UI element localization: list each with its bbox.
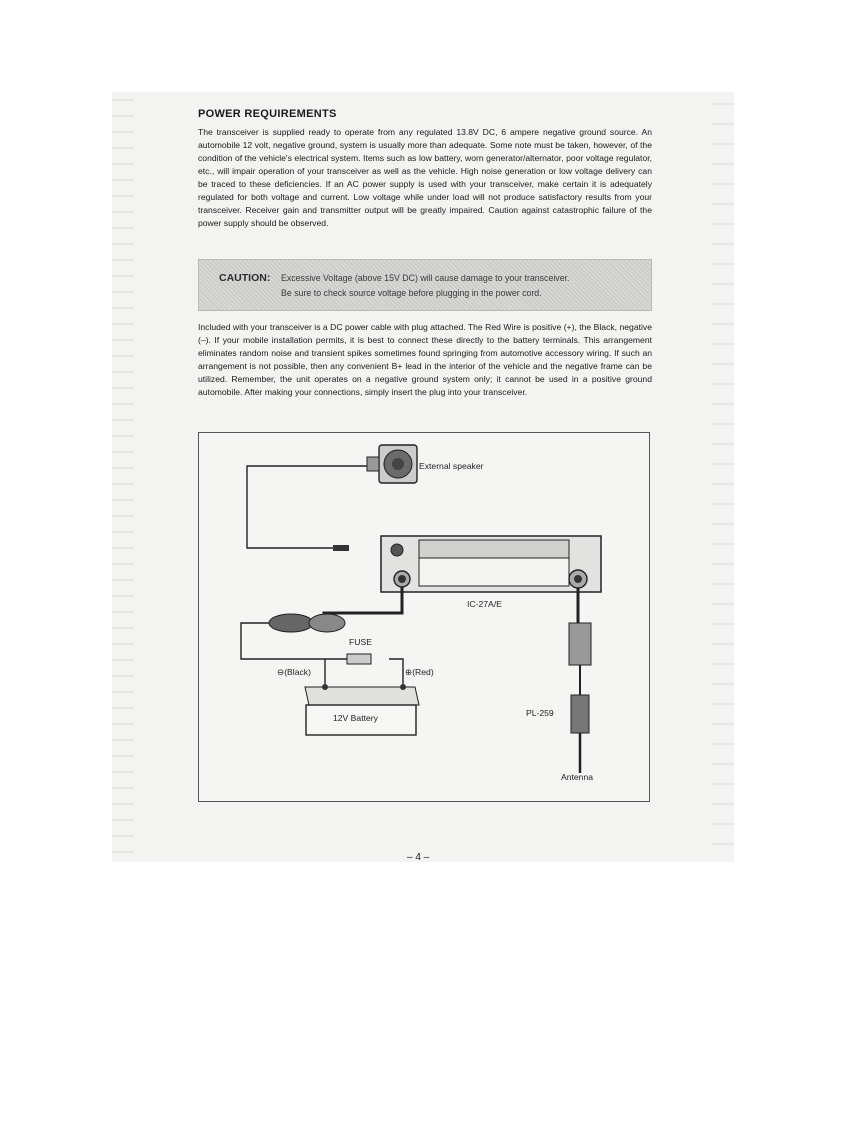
caution-line-2: Be sure to check source voltage before plugging in the power cord.	[281, 288, 542, 298]
paragraph-dc-cable: Included with your transceiver is a DC power cable with plug attached. The Red Wire is positive (+), the Black, negative (–). If your mobile installation permits, it is best to connect these directly to the battery terminals. This arrangement eliminates random noise and transient spikes sometimes found springing from automotive accessory wiring. If such an arrangement is not possible, then any convenient B+ lead in the interior of the vehicle and the negative frame can be utilized. Remember, the unit operates on a negative ground system only; it cannot be used in a positive ground automobile. After making your connections, simply insert the plug into your transceiver.	[198, 322, 652, 397]
label-antenna: Antenna	[561, 772, 594, 782]
scan-edge-right	[712, 92, 734, 862]
battery-icon	[305, 684, 419, 735]
label-black: ⊖(Black)	[277, 667, 311, 677]
label-pl259: PL-259	[526, 708, 554, 718]
transceiver-icon	[381, 536, 601, 592]
inline-connector	[269, 614, 345, 632]
section-heading: POWER REQUIREMENTS	[198, 108, 337, 120]
speaker-cable	[247, 466, 379, 548]
speaker-plug	[333, 545, 349, 551]
caution-label: CAUTION:	[219, 272, 271, 284]
label-battery: 12V Battery	[333, 713, 378, 723]
red-lead	[389, 659, 403, 685]
pl259-connector	[569, 623, 591, 733]
label-fuse: FUSE	[349, 637, 372, 647]
label-external-speaker: External speaker	[419, 461, 484, 471]
page-number: – 4 –	[407, 852, 430, 863]
paragraph-power-requirements: The transceiver is supplied ready to operate from any regulated 13.8V DC, 6 ampere negative ground source. An automobile 12 volt, negative ground, system is usually more than adequate. Some note must be taken, however, of the condition of the vehicle's electrical system. Items such as low battery, worn generator/alternator, poor voltage regulator, etc., will impair operation of your transceiver as well as the vehicle. High noise generation or low voltage delivery can be traced to these deficiencies. If an AC power supply is used with your transceiver, make certain it is adequately regulated for both voltage and current. Low voltage while under load will not produce satisfactory results from your transceiver. Receiver gain and transmitter output will be greatly impaired. Caution against catastrophic failure of the power supply should be observed.	[198, 127, 652, 228]
label-red: ⊕(Red)	[405, 667, 434, 677]
wiring-diagram	[198, 432, 650, 802]
wiring-diagram-drawing	[199, 433, 651, 803]
scan-edge-left	[112, 92, 134, 862]
label-model: IC-27A/E	[467, 599, 502, 609]
caution-line-1: Excessive Voltage (above 15V DC) will cause damage to your transceiver.	[281, 273, 570, 283]
caution-box	[198, 259, 652, 311]
fuse-icon	[347, 654, 371, 664]
speaker-icon	[367, 445, 417, 483]
